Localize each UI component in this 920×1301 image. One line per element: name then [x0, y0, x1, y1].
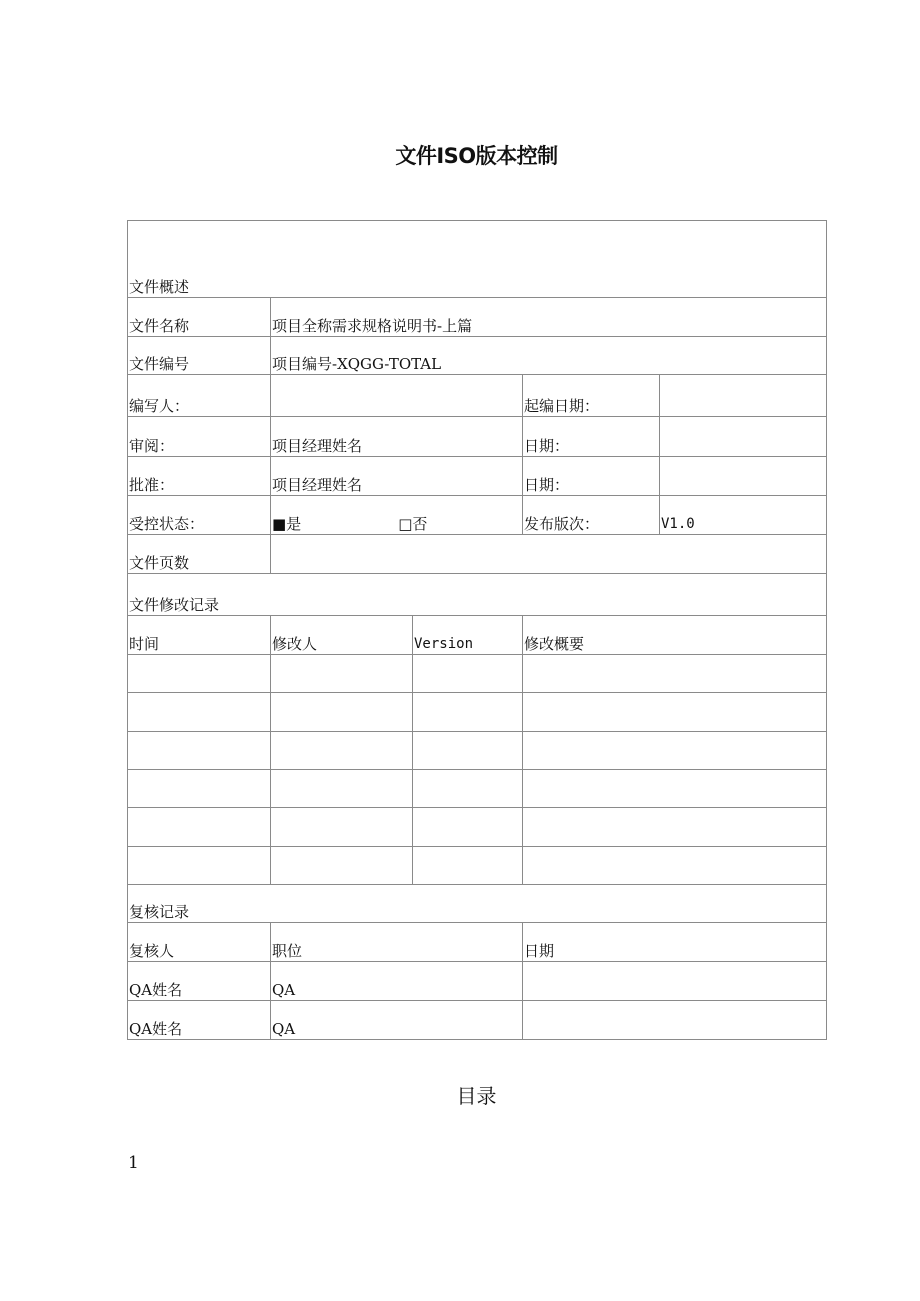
- approver-label: 批准：: [128, 457, 271, 496]
- table-row: [128, 732, 827, 770]
- table-cell: QA姓名: [128, 1001, 271, 1040]
- approver-value: 项目经理姓名: [271, 457, 523, 496]
- file-number-label: 文件编号: [128, 337, 271, 375]
- file-name-row: [128, 298, 827, 337]
- table-cell: [413, 770, 523, 808]
- yes-option-label: 是: [286, 515, 302, 533]
- table-cell: [523, 847, 827, 885]
- overview-label: 文件概述: [128, 221, 827, 298]
- yes-checkbox-checked-icon[interactable]: ■: [272, 515, 287, 533]
- review-header-row: [128, 923, 827, 962]
- approve-date-label: 日期：: [523, 457, 660, 496]
- table-cell: [523, 732, 827, 770]
- no-checkbox-unchecked-icon[interactable]: □: [398, 515, 413, 533]
- modification-header-version: Version: [413, 616, 523, 655]
- table-cell: [128, 655, 271, 693]
- document-title: 文件ISO版本控制: [395, 144, 558, 168]
- file-name-label: 文件名称: [128, 298, 271, 337]
- start-date-value: [660, 375, 827, 417]
- table-cell: QA: [271, 962, 523, 1001]
- overview-row: [128, 221, 827, 298]
- table-cell: [413, 732, 523, 770]
- table-cell: [523, 808, 827, 847]
- table-row: [128, 962, 827, 1001]
- modification-header-row: [128, 616, 827, 655]
- review-header-date: 日期: [523, 923, 827, 962]
- page-count-row: [128, 535, 827, 574]
- iso-version-control-table: [127, 220, 827, 1040]
- reviewer-row: [128, 417, 827, 457]
- author-row: [128, 375, 827, 417]
- approver-row: [128, 457, 827, 496]
- modification-section-row: [128, 574, 827, 616]
- table-cell: [271, 847, 413, 885]
- page-number: 1: [128, 1153, 139, 1173]
- table-cell: [271, 655, 413, 693]
- table-cell: [523, 655, 827, 693]
- review-section-row: [128, 885, 827, 923]
- table-cell: [413, 847, 523, 885]
- table-row: [128, 1001, 827, 1040]
- table-cell: [271, 732, 413, 770]
- file-name-value: 项目全称需求规格说明书-上篇: [271, 298, 827, 337]
- review-date-value: [660, 417, 827, 457]
- review-header-reviewer: 复核人: [128, 923, 271, 962]
- table-row: [128, 655, 827, 693]
- table-cell: [413, 808, 523, 847]
- review-section-label: 复核记录: [128, 885, 827, 923]
- table-cell: [128, 732, 271, 770]
- reviewer-value: 项目经理姓名: [271, 417, 523, 457]
- page-count-value: [271, 535, 827, 574]
- table-cell: QA: [271, 1001, 523, 1040]
- table-row: [128, 770, 827, 808]
- modification-header-modifier: 修改人: [271, 616, 413, 655]
- table-cell: [271, 693, 413, 732]
- file-number-value: 项目编号-XQGG-TOTAL: [271, 337, 827, 375]
- table-cell: [523, 1001, 827, 1040]
- table-row: [128, 847, 827, 885]
- table-cell: [523, 962, 827, 1001]
- modification-section-label: 文件修改记录: [128, 574, 827, 616]
- release-version-label: 发布版次：: [523, 496, 660, 535]
- table-cell: [128, 847, 271, 885]
- start-date-label: 起编日期：: [523, 375, 660, 417]
- reviewer-label: 审阅：: [128, 417, 271, 457]
- table-cell: [128, 808, 271, 847]
- table-cell: [413, 693, 523, 732]
- modification-header-time: 时间: [128, 616, 271, 655]
- page-count-label: 文件页数: [128, 535, 271, 574]
- table-cell: [128, 693, 271, 732]
- review-date-label: 日期：: [523, 417, 660, 457]
- modification-header-summary: 修改概要: [523, 616, 827, 655]
- toc-title: 目录: [456, 1084, 497, 1108]
- table-cell: [413, 655, 523, 693]
- author-label: 编写人：: [128, 375, 271, 417]
- author-value: [271, 375, 523, 417]
- table-row: [128, 808, 827, 847]
- table-cell: [271, 808, 413, 847]
- table-cell: [271, 770, 413, 808]
- file-number-row: [128, 337, 827, 375]
- approve-date-value: [660, 457, 827, 496]
- release-version-value: V1.0: [660, 496, 827, 535]
- table-cell: [523, 693, 827, 732]
- table-cell: [128, 770, 271, 808]
- table-row: [128, 693, 827, 732]
- control-status-row: [128, 496, 827, 535]
- review-header-position: 职位: [271, 923, 523, 962]
- table-cell: QA姓名: [128, 962, 271, 1001]
- control-status-label: 受控状态：: [128, 496, 271, 535]
- no-option-label: 否: [412, 515, 428, 533]
- control-status-options: [271, 496, 523, 535]
- table-cell: [523, 770, 827, 808]
